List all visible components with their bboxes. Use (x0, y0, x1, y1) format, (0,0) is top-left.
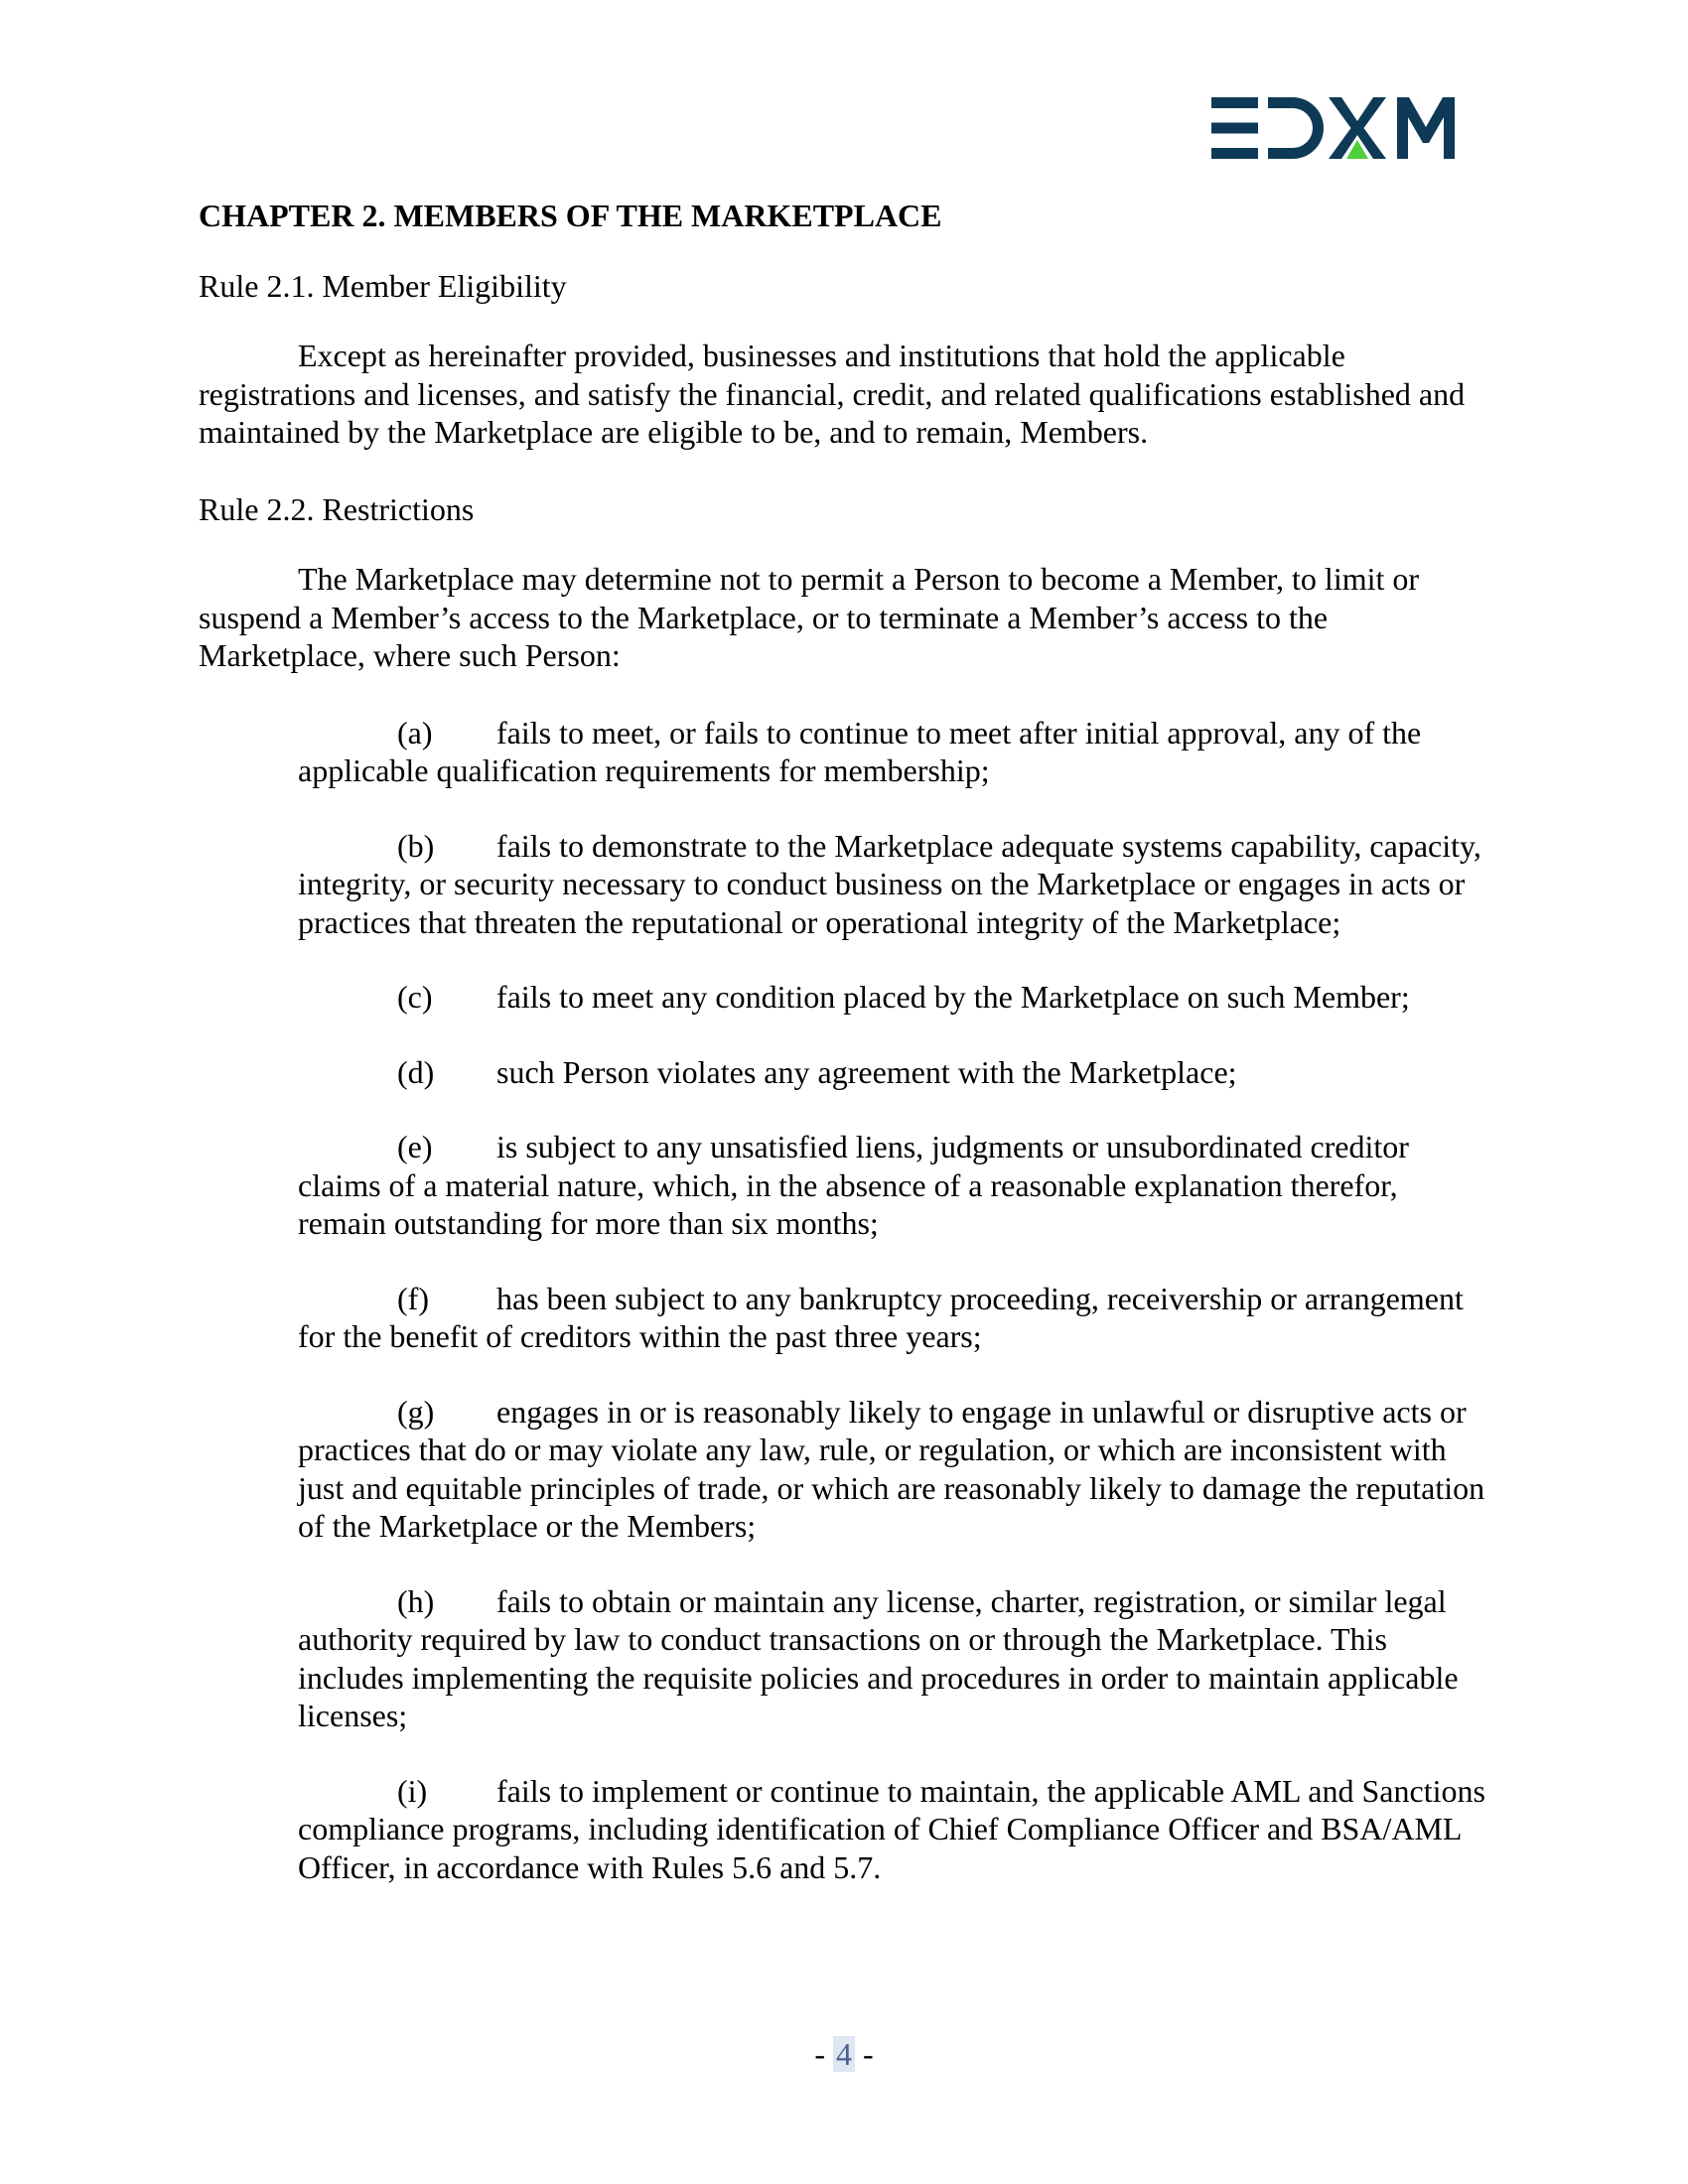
restriction-item-e (298, 1128, 1489, 1243)
chapter-heading: CHAPTER 2. MEMBERS OF THE MARKETPLACE (199, 198, 942, 233)
item-letter: (h) (397, 1582, 435, 1619)
item-letter: (e) (397, 1129, 433, 1164)
item-letter: (b) (397, 827, 435, 864)
item-letter: (a) (397, 714, 433, 751)
restriction-item-h (298, 1582, 1489, 1735)
page-dash-left: - (814, 2036, 833, 2072)
rule-2-2-heading: Rule 2.2. Restrictions (199, 490, 475, 527)
page-number: 4 (833, 2036, 855, 2072)
document-body (199, 197, 1489, 1923)
item-text: is subject to any unsatisfied liens, judgments or unsubordinated creditor claims of a material nature, which, in the absence of a reasonable explanation therefor, remain outstanding for more than six months; (298, 1129, 1409, 1241)
restriction-item-d (298, 1053, 1489, 1092)
item-letter: (i) (397, 1772, 428, 1809)
item-text: fails to implement or continue to maintain, the applicable AML and Sanctions compliance programs, including identification of Chief Compliance Officer and BSA/AML Officer, in accordance with Rules 5.6 and 5.7. (298, 1772, 1485, 1885)
item-text: fails to meet, or fails to continue to meet after initial approval, any of the applicable qualification requirements for membership; (298, 714, 1422, 788)
item-letter: (g) (397, 1393, 435, 1430)
page-footer (0, 2035, 1688, 2073)
item-text: fails to demonstrate to the Marketplace adequate systems capability, capacity, integrity, or security necessary to conduct business on the Marketplace or engages in acts or practices that threaten the reputational or operational integrity of the Marketplace; (298, 827, 1481, 940)
edxm-logo (1211, 97, 1455, 159)
item-text: such Person violates any agreement with the Marketplace; (496, 1053, 1237, 1090)
item-letter: (c) (397, 979, 433, 1015)
restriction-item-f (298, 1280, 1489, 1356)
restriction-item-g (298, 1393, 1489, 1546)
restriction-item-i (298, 1772, 1489, 1887)
restriction-item-b (298, 827, 1489, 942)
item-letter: (f) (397, 1280, 429, 1316)
rule-2-1-paragraph: Except as hereinafter provided, businesses and institutions that hold the applicable registrations and licenses, and satisfy the financial, credit, and related qualifications established and maintained by the Marketplace are eligible to be, and to remain, Members. (199, 338, 1466, 450)
item-text: fails to obtain or maintain any license, charter, registration, or similar legal authority required by law to conduct transactions on or through the Marketplace. This includes implementing the requisite policies and procedures in order to maintain applicable licenses; (298, 1582, 1459, 1733)
item-text: fails to meet any condition placed by the Marketplace on such Member; (496, 979, 1410, 1015)
restriction-item-a (298, 714, 1489, 790)
rule-2-2-paragraph: The Marketplace may determine not to permit a Person to become a Member, to limit or suspend a Member’s access to the Marketplace, or to terminate a Member’s access to the Marketplace, where such Person: (199, 561, 1420, 673)
item-text: engages in or is reasonably likely to engage in unlawful or disruptive acts or practices that do or may violate any law, rule, or regulation, or which are inconsistent with just and equitable principles of trade, or which are reasonably likely to damage the reputation of the Marketplace or the Members; (298, 1393, 1485, 1544)
item-letter: (d) (397, 1053, 435, 1090)
rule-2-1-heading: Rule 2.1. Member Eligibility (199, 267, 567, 304)
restriction-item-c (298, 978, 1489, 1017)
page-dash-right: - (855, 2036, 874, 2072)
item-text: has been subject to any bankruptcy proceeding, receivership or arrangement for the benefit of creditors within the past three years; (298, 1280, 1464, 1354)
